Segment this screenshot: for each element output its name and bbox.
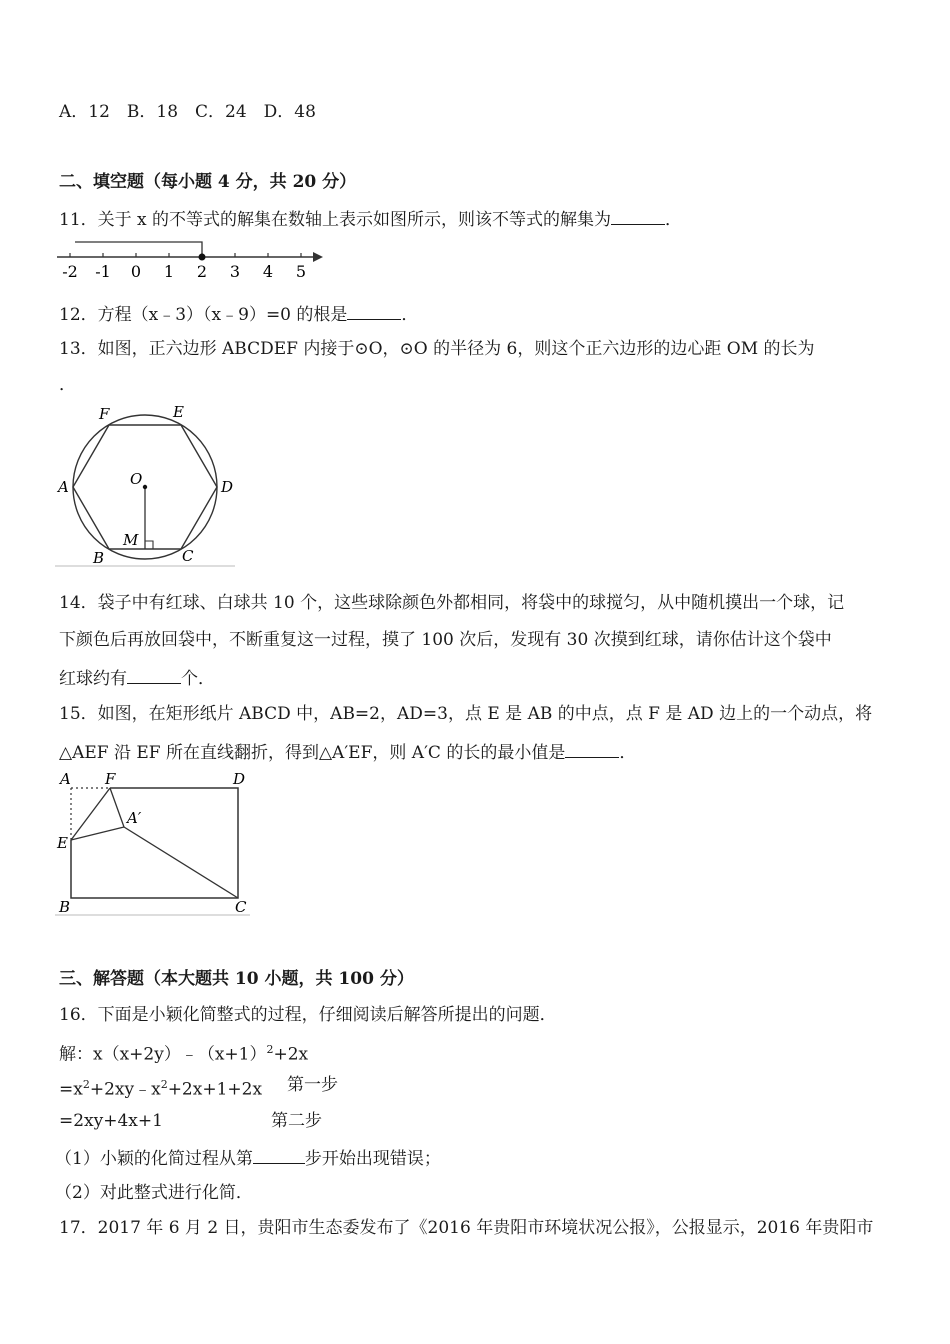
q15-answer-blank: [565, 739, 619, 758]
step1-text: +2xy﹣x: [89, 1079, 161, 1100]
question-14-end: [59, 665, 215, 691]
q11-text: 11．关于 x 的不等式的解集在数轴上表示如图所示，则该不等式的解集为: [59, 210, 612, 230]
rectangle-outline: [71, 788, 238, 898]
part1-text-end: 步开始出现错误；: [304, 1149, 441, 1169]
q12-answer-blank: [347, 301, 401, 320]
q11-answer-blank: [611, 206, 665, 225]
q16-intro: 16．下面是小颖化简整式的过程，仔细阅读后解答所提出的问题．: [59, 1005, 557, 1025]
q16-step-1: [59, 1073, 262, 1102]
exponent: 2: [82, 1078, 90, 1091]
solution-bracket: [75, 242, 202, 257]
label-a: A: [60, 770, 71, 788]
q14-line2: 下颜色后再放回袋中，不断重复这一过程，摸了 100 次后，发现有 30 次摸到红球，请你估计这个袋中: [59, 630, 832, 650]
q16-sol-text: 解：x（x+2y）﹣（x+1）: [59, 1044, 267, 1065]
q11-end: ．: [665, 210, 683, 230]
q10-options: A．12 B．18 C．24 D．48: [59, 102, 316, 122]
tick-label: 1: [163, 262, 175, 281]
q16-step-2: =2xy+4x+1: [59, 1111, 163, 1131]
label-e: E: [57, 834, 68, 852]
q14-line3: 红球约有: [59, 669, 127, 689]
label-a: A: [58, 478, 69, 496]
tick-label: 5: [295, 262, 307, 281]
step1-text: =x: [59, 1079, 83, 1100]
label-f: F: [99, 405, 110, 423]
q15-line2-end: ．: [619, 743, 637, 763]
q14-line1: 14．袋子中有红球、白球共 10 个，这些球除颜色外都相同，将袋中的球搅匀，从中随机摸出一个球，记: [59, 593, 845, 613]
tick-label: 4: [262, 262, 274, 281]
q12-text: 12．方程（x﹣3）（x﹣9）=0 的根是: [59, 305, 348, 325]
q16-part-1: [55, 1145, 441, 1171]
q15-line2: △AEF 沿 EF 所在直线翻折，得到△A′EF，则 A′C 的长的最小值是: [59, 743, 566, 763]
part1-text: （1）小颖的化简过程从第: [55, 1149, 253, 1169]
segment-fa-prime: [110, 788, 124, 827]
tick-label: -1: [95, 262, 111, 281]
q16-part-2: （2）对此整式进行化简．: [55, 1183, 253, 1203]
tick-label: 0: [130, 262, 142, 281]
label-m: M: [123, 531, 139, 549]
label-d: D: [233, 770, 246, 788]
label-c: C: [235, 898, 247, 916]
label-a-prime: A′: [127, 809, 142, 827]
step-1-label: 第一步: [287, 1075, 338, 1095]
number-line-figure: [55, 236, 327, 282]
right-angle-mark: [145, 541, 153, 549]
label-b: B: [59, 898, 71, 916]
label-e: E: [173, 403, 184, 421]
step1-text: +2x+1+2x: [167, 1079, 263, 1100]
question-11: [59, 206, 682, 232]
tick-label: -2: [62, 262, 78, 281]
q12-end: ．: [401, 305, 419, 325]
q14-answer-blank: [127, 665, 181, 684]
label-c: C: [182, 547, 194, 565]
label-b: B: [93, 549, 105, 567]
section-3-title: 三、解答题（本大题共 10 小题，共 100 分）: [59, 969, 414, 989]
q17-text: 17．2017 年 6 月 2 日，贵阳市生态委发布了《2016 年贵阳市环境状况公报》，公报显示，2016 年贵阳市: [59, 1218, 874, 1238]
hexagon-figure: [55, 400, 235, 570]
q16-solution-start: [59, 1038, 308, 1067]
closed-point: [199, 254, 206, 261]
question-12: [59, 301, 418, 327]
exponent: 2: [266, 1043, 274, 1056]
center-point: [143, 485, 147, 489]
step-2-label: 第二步: [271, 1111, 322, 1131]
axis-arrow-icon: [313, 252, 323, 262]
exponent: 2: [160, 1078, 168, 1091]
segment-a-prime-c: [124, 827, 238, 898]
label-o: O: [130, 470, 143, 488]
q16-answer-blank: [253, 1145, 305, 1164]
label-f: F: [105, 770, 116, 788]
q15-line1: 15．如图，在矩形纸片 ABCD 中，AB=2，AD=3，点 E 是 AB 的中点，点 F 是 AD 边上的一个动点，将: [59, 704, 873, 724]
label-d: D: [221, 478, 234, 496]
q14-line3-end: 个．: [181, 669, 215, 689]
q13-text: 13．如图，正六边形 ABCDEF 内接于⊙O，⊙O 的半径为 6，则这个正六边形的边心距 OM 的长为: [59, 339, 815, 359]
q13-continuation: ．: [59, 375, 76, 395]
rectangle-figure: [55, 768, 255, 918]
q16-sol-text-end: +2x: [273, 1044, 309, 1065]
question-15-end: [59, 739, 636, 765]
tick-label: 2: [196, 262, 208, 281]
tick-label: 3: [229, 262, 241, 281]
section-2-title: 二、填空题（每小题 4 分，共 20 分）: [59, 172, 357, 192]
